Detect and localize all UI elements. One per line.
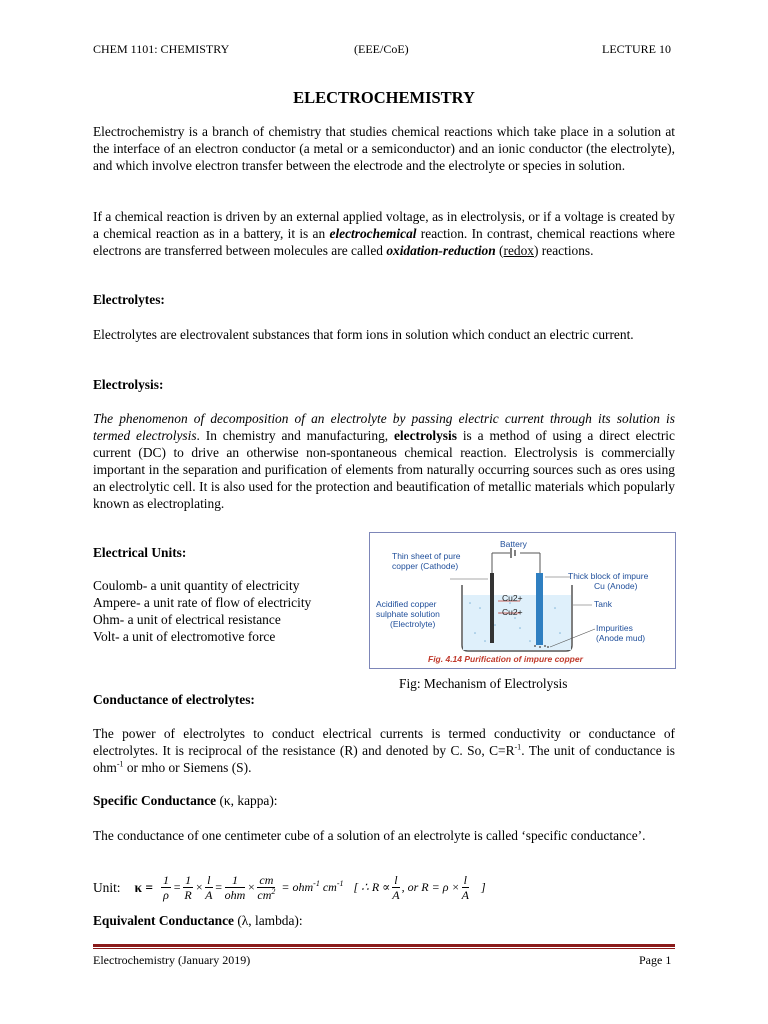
page-title: ELECTROCHEMISTRY	[293, 88, 475, 107]
anode-label: Thick block of impure Cu (Anode)	[568, 571, 649, 591]
impurities-label: Impurities (Anode mud)	[596, 623, 646, 643]
equivalent-heading: Equivalent Conductance (λ, lambda):	[93, 913, 303, 928]
specific-heading: Specific Conductance (κ, kappa):	[93, 793, 278, 808]
footer-rule-thin	[93, 948, 675, 949]
header-course: CHEM 1101: CHEMISTRY	[93, 42, 230, 56]
electrolyte-label: Acidified copper sulphate solution (Electrolyte)	[376, 599, 440, 629]
specific-text: The conductance of one centimeter cube of a solution of an electrolyte is called ‘specific conductance’.	[93, 828, 646, 843]
figure-caption: Fig: Mechanism of Electrolysis	[399, 676, 568, 691]
ion-label: Cu2+	[502, 593, 523, 603]
header-dept: (EEE/CoE)	[354, 42, 409, 56]
electrolytes-text: Electrolytes are electrovalent substances that form ions in solution which conduct an electric current.	[93, 327, 634, 342]
tank-label: Tank	[594, 599, 612, 609]
conductance-text: The power of electrolytes to conduct electrical currents is termed conductivity or conductance of electrolytes. It is reciprocal of the resistance (R) and denoted by C. So, $C=R^{-1}$. The unit of conductance is ohm$^{-1}$ or mho or Siemens (S).	[93, 726, 676, 775]
electrolytes-heading: Electrolytes:	[93, 292, 165, 307]
ion-label: Cu2+	[502, 607, 523, 617]
cathode-label: Thin sheet of pure copper (Cathode)	[392, 551, 461, 571]
list-item: Ampere- a unit rate of flow of electricity	[93, 595, 312, 610]
list-item: Ohm- a unit of electrical resistance	[93, 612, 281, 627]
footer-rule	[93, 944, 675, 947]
page-number: Page 1	[639, 953, 672, 967]
redox-term: oxidation-reduction	[386, 243, 496, 258]
units-list	[93, 577, 311, 645]
electrochemical-term: electrochemical	[329, 226, 417, 241]
redox-link[interactable]: redox	[503, 243, 534, 258]
figure-label: Fig. 4.14 Purification of impure copper	[428, 654, 583, 664]
electrolysis-heading: Electrolysis:	[93, 377, 164, 392]
conductance-heading: Conductance of electrolytes:	[93, 692, 255, 707]
units-heading: Electrical Units:	[93, 545, 187, 560]
battery-label: Battery	[500, 539, 527, 549]
list-item: Coulomb- a unit quantity of electricity	[93, 578, 300, 593]
footer-left: Electrochemistry (January 2019)	[93, 953, 251, 967]
electrolysis-text: The phenomenon of decomposition of an electrolyte by passing electric current through its solution is termed electrolysis. In chemistry and manufacturing, electrolysis is a method of using a direct electric current (DC) to drive an otherwise non-spontaneous chemical reaction. Electrolysis is commercially important in the separation and purification of elements from naturally occurring sources such as ores using an electrolytic cell. It is also used for the protection and beautification of metallic materials which popularly known as electroplating.	[93, 411, 675, 511]
header-lecture: LECTURE 10	[602, 42, 671, 56]
list-item: Volt- a unit of electromotive force	[93, 629, 276, 644]
intro-paragraph-2: If a chemical reaction is driven by an external applied voltage, as in electrolysis, or if a voltage is created by a chemical reaction as in a battery, it is an electrochemical reaction. In contrast, chemical reactions where electrons are transferred between molecules are called oxidation-reduction (redox) reactions.	[93, 209, 675, 258]
intro-paragraph-1: Electrochemistry is a branch of chemistry that studies chemical reactions which take place in a solution at the interface of an electron conductor (a metal or a semiconductor) and an ionic conductor (the electrolyte), and which involve electron transfer between the electrode and the electrolyte or species in solution.	[93, 124, 675, 173]
kappa-equation: Unit: κ = $\frac{1}{\rho}$ = $\frac{1}{R}$ × $\frac{l}{A}$ = $\frac{1}{\text{ohm}}$ × $\frac{cm}{cm^2}$ = ohm$^{-1}$ $cm^{-1}$ [ ∴ R ∝ $\frac{l}{A}$ , or R = ρ × $\frac{l}{A}$ ]	[93, 873, 486, 902]
electrolysis-figure	[369, 532, 676, 669]
